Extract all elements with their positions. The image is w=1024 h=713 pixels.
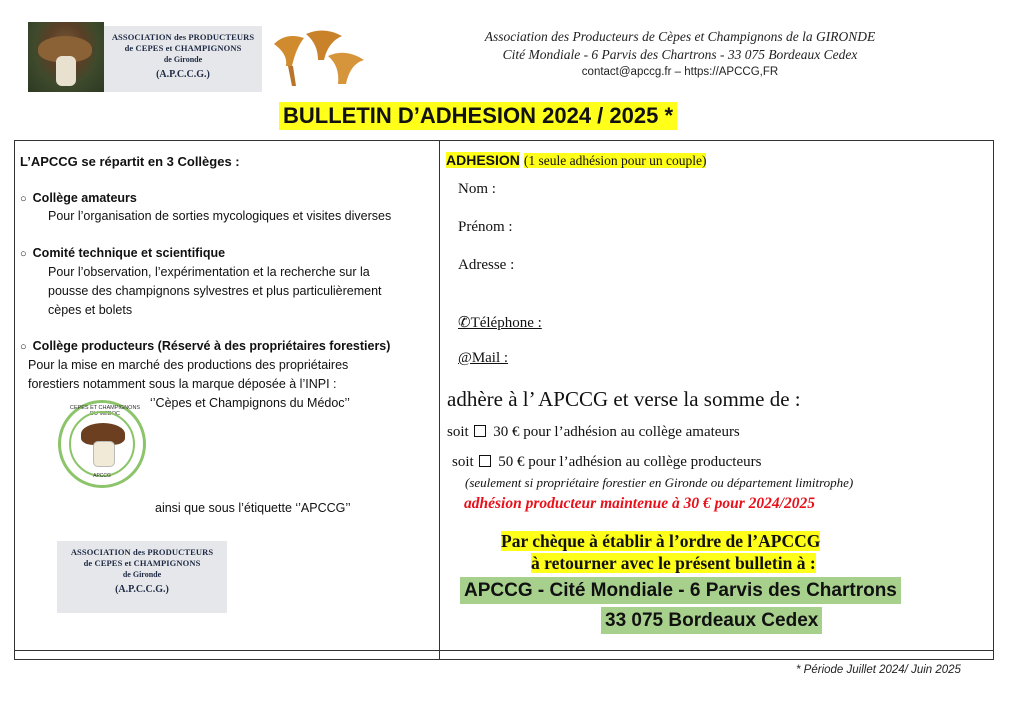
college-desc: pousse des champignons sylvestres et plus particulièrement [48, 284, 382, 298]
college-technique [20, 245, 225, 263]
college-desc: ‘’Cèpes et Champignons du Médoc’’ [150, 396, 350, 410]
mail-field-label[interactable]: @Mail : [458, 350, 509, 366]
college-name: Collège producteurs (Réservé à des propriétaires forestiers) [32, 339, 391, 353]
checkbox-producteurs[interactable] [479, 455, 491, 467]
bullet-icon: ○ [20, 193, 27, 205]
college-name: Collège amateurs [32, 191, 137, 205]
bullet-icon: ○ [20, 341, 27, 353]
mailing-address-line-1: APCCG - Cité Mondiale - 6 Parvis des Chartrons [460, 577, 901, 604]
mailing-address-line-2: 33 075 Bordeaux Cedex [601, 607, 822, 634]
bottom-divider [14, 650, 994, 651]
logo-line: de Gironde [163, 55, 203, 64]
college-desc: Pour la mise en marché des productions des propriétaires [28, 358, 349, 372]
cheque-line-1: Par chèque à établir à l’ordre de l’APCCG [501, 531, 821, 551]
adhesion-header [446, 152, 706, 170]
org-name: Association des Producteurs de Cèpes et Champignons de la GIRONDE [484, 29, 876, 44]
logo-line: ASSOCIATION des PRODUCTEURS [111, 32, 255, 42]
producer-price-note: adhésion producteur maintenue à 30 € pour 2024/2025 [464, 495, 815, 512]
column-divider [439, 140, 440, 660]
college-producteurs [20, 338, 390, 356]
telephone-field-label[interactable]: ✆Téléphone : [458, 315, 542, 331]
option-text: 50 € pour l’adhésion au collège producteurs [498, 454, 762, 470]
colleges-heading: L’APCCG se répartit en 3 Collèges : [20, 154, 240, 169]
college-name: Comité technique et scientifique [32, 246, 226, 260]
cheque-line-2: à retourner avec le présent bulletin à : [531, 553, 816, 573]
cep-mushroom-photo [28, 22, 104, 92]
period-footnote: * Période Juillet 2024/ Juin 2025 [796, 664, 961, 676]
prenom-field-label[interactable]: Prénom : [458, 219, 513, 235]
apccg-logo-footer [57, 541, 227, 613]
college-desc: forestiers notamment sous la marque déposée à l’INPI : [28, 377, 337, 391]
page-title: BULLETIN D’ADHESION 2024 / 2025 * [279, 102, 677, 130]
apccg-logo-header [104, 26, 262, 92]
college-desc: cèpes et bolets [48, 303, 133, 317]
option-text: 30 € pour l’adhésion au collège amateurs [493, 424, 740, 440]
logo-line: (A.P.C.C.G.) [156, 69, 210, 80]
seal-text: APCCG [93, 473, 111, 479]
etiquette-line: ainsi que sous l’étiquette ‘’APCCG’’ [155, 501, 351, 515]
logo-line: ASSOCIATION des PRODUCTEURS [70, 547, 214, 557]
adhesion-note: (1 seule adhésion pour un couple) [523, 153, 707, 168]
adhesion-label: ADHESION [446, 152, 520, 168]
bullet-icon: ○ [20, 248, 27, 260]
adhere-line: adhère à l’ APCCG et verse la somme de : [447, 387, 801, 411]
logo-line: (A.P.C.C.G.) [115, 584, 169, 595]
logo-line: de CEPES et CHAMPIGNONS [124, 43, 242, 53]
college-amateurs [20, 190, 137, 208]
org-address: Cité Mondiale - 6 Parvis des Chartrons - 33 075 Bordeaux Cedex [502, 47, 858, 62]
girolles-photo [266, 26, 368, 92]
option-prefix: soit [447, 424, 469, 440]
logo-line: de Gironde [122, 570, 162, 579]
logo-line: de CEPES et CHAMPIGNONS [83, 558, 201, 568]
option-producteurs[interactable] [452, 454, 761, 471]
medoc-seal-logo [58, 400, 146, 488]
option-prefix: soit [452, 454, 474, 470]
org-contact[interactable]: contact@apccg.fr – https://APCCG,FR [581, 66, 779, 78]
adresse-field-label[interactable]: Adresse : [458, 257, 515, 273]
producteurs-condition: (seulement si propriétaire forestier en Gironde ou département limitrophe) [465, 475, 854, 490]
college-desc: Pour l’observation, l’expérimentation et la recherche sur la [48, 265, 370, 279]
option-amateurs[interactable] [447, 424, 740, 441]
college-desc: Pour l’organisation de sorties mycologiques et visites diverses [48, 209, 392, 223]
checkbox-amateurs[interactable] [474, 425, 486, 437]
seal-text: CEPES ET CHAMPIGNONS DU MEDOC [69, 405, 141, 417]
nom-field-label[interactable]: Nom : [458, 181, 496, 197]
